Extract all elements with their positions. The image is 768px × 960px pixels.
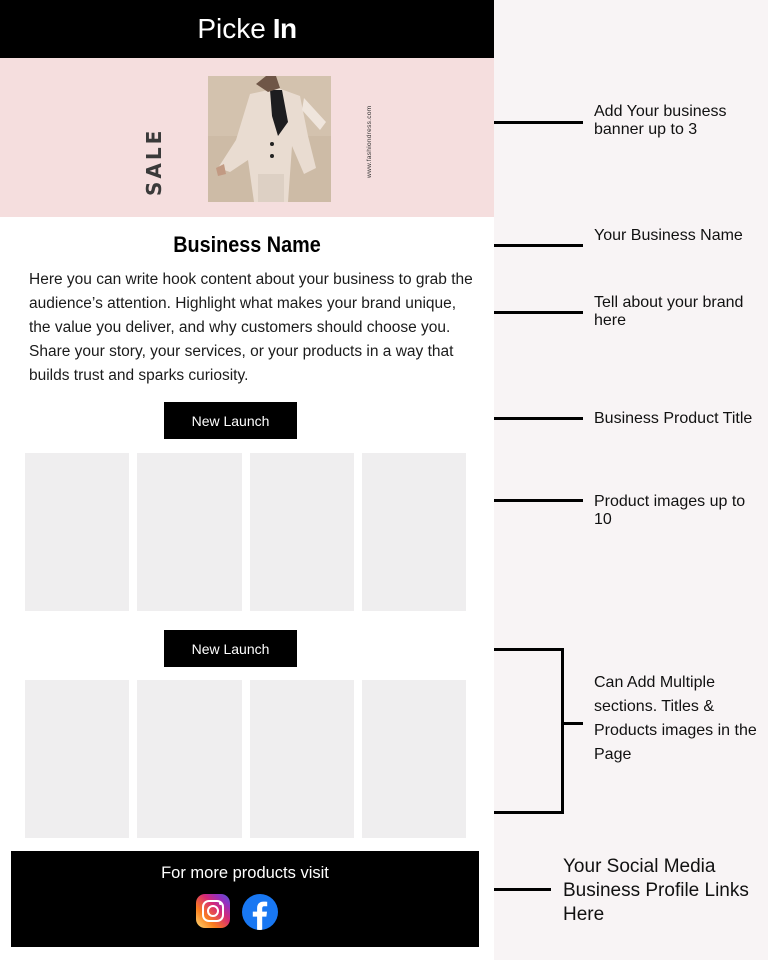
connector-line-banner — [494, 121, 583, 124]
bracket-bottom — [494, 811, 564, 814]
product-image-tile[interactable] — [250, 680, 354, 838]
business-banner[interactable] — [0, 58, 494, 217]
social-links — [196, 894, 278, 930]
facebook-icon[interactable] — [242, 894, 278, 930]
bracket-tick — [561, 722, 583, 725]
connector-line-social — [494, 888, 551, 891]
logo-text-in: In — [272, 13, 297, 44]
banner-sale-text: SALE — [142, 127, 166, 196]
product-grid-2 — [25, 680, 466, 838]
product-image-tile[interactable] — [362, 680, 466, 838]
connector-line-product-images — [494, 499, 583, 502]
section-title-1[interactable]: New Launch — [164, 402, 297, 439]
product-image-tile[interactable] — [362, 453, 466, 611]
logo-text-picke: Picke — [197, 13, 266, 44]
bracket-vertical — [561, 648, 564, 814]
product-image-tile[interactable] — [25, 453, 129, 611]
product-image-tile[interactable] — [250, 453, 354, 611]
note-multiple-sections: Can Add Multiple sections. Titles & Products images in the Page — [594, 674, 757, 763]
product-grid-1 — [25, 453, 466, 611]
bracket-top — [494, 648, 564, 651]
note-banner: Add Your business banner up to 3 — [594, 103, 727, 138]
footer-text: For more products visit — [161, 864, 329, 882]
instagram-icon[interactable] — [196, 894, 230, 928]
note-business-name: Your Business Name — [594, 227, 743, 244]
business-name: Business Name — [173, 232, 321, 257]
note-product-images: Product images up to 10 — [594, 493, 746, 528]
connector-line-product-title — [494, 417, 583, 420]
section-title-2[interactable]: New Launch — [164, 630, 297, 667]
product-image-tile[interactable] — [137, 680, 241, 838]
product-image-tile[interactable] — [25, 680, 129, 838]
page-footer — [11, 851, 479, 947]
note-product-title: Business Product Title — [594, 410, 753, 427]
note-social: Your Social Media Business Profile Links Here — [563, 856, 749, 925]
app-logo[interactable] — [197, 13, 296, 45]
connector-line-brand — [494, 311, 583, 314]
business-description: Here you can write hook content about your business to grab the audience’s attention. Highlight what makes your brand unique, the value you deliver, and why customers should choose you. Share your story, your services, or your products in a way that builds trust and sparks curiosity. — [29, 271, 473, 384]
product-image-tile[interactable] — [137, 453, 241, 611]
app-header — [0, 0, 494, 58]
connector-line-business-name — [494, 244, 583, 247]
banner-model-photo — [208, 76, 331, 202]
banner-website: www.fashiondress.com — [366, 105, 373, 178]
note-brand: Tell about your brand here — [594, 294, 744, 329]
